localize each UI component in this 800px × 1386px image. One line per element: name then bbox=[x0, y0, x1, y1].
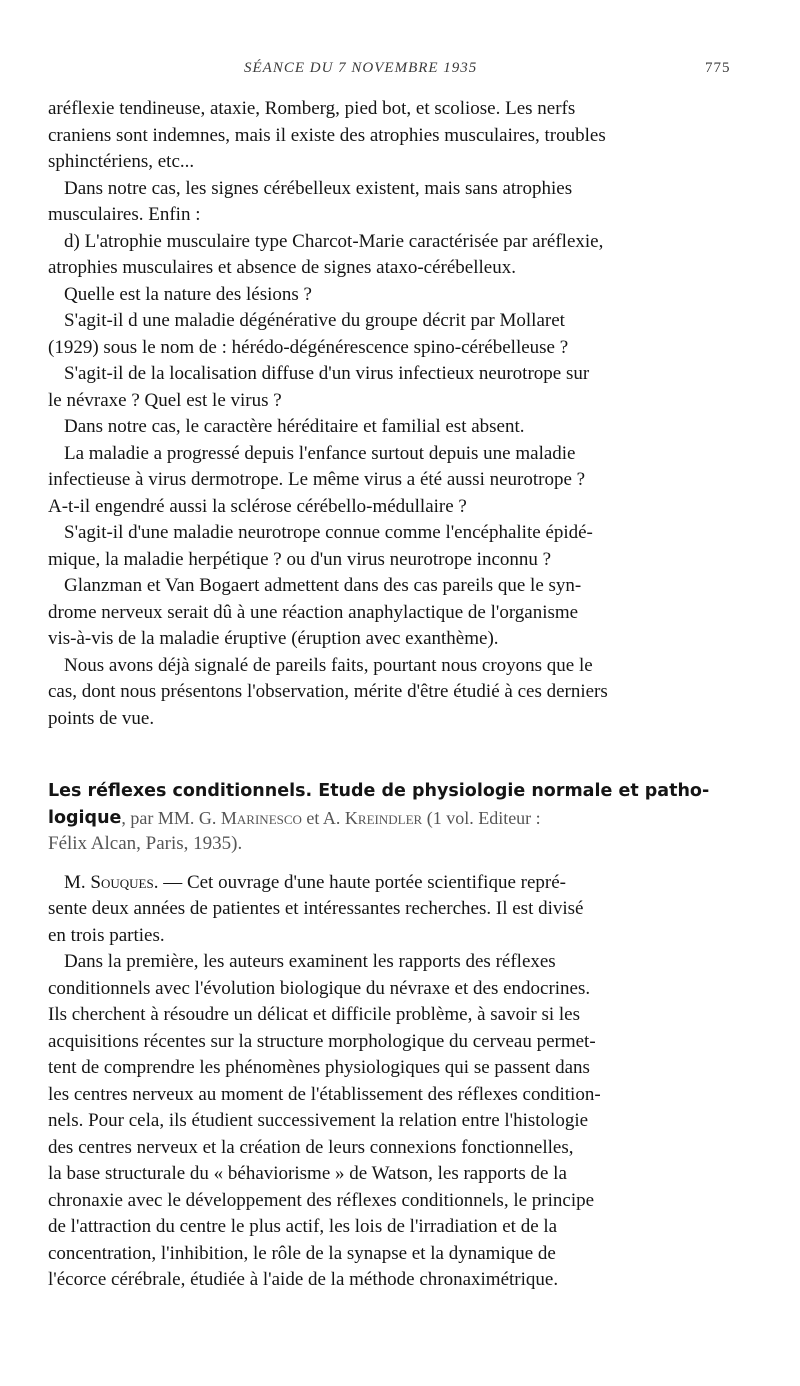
speaker-name: Souques bbox=[90, 871, 154, 893]
text-line: (1929) sous le nom de : hérédo-dégénérescence spino-cérébelleuse ? bbox=[48, 336, 569, 358]
paragraph bbox=[48, 361, 738, 414]
paragraph bbox=[48, 870, 738, 950]
text-line: S'agit-il de la localisation diffuse d'un virus infectieux neurotrope sur bbox=[64, 363, 590, 384]
text-line: Nous avons déjà signalé de pareils faits, pourtant nous croyons que le bbox=[64, 654, 593, 676]
paragraph bbox=[48, 229, 738, 282]
text-line: A-t-il engendré aussi la sclérose cérébello-médullaire ? bbox=[48, 495, 467, 517]
section-title bbox=[48, 778, 738, 858]
paragraph bbox=[48, 414, 738, 441]
text-line: musculaires. Enfin : bbox=[48, 204, 201, 225]
text-span: . — Cet ouvrage d'une haute portée scientifique repré- bbox=[153, 871, 566, 893]
author-name: Marinesco bbox=[220, 807, 302, 828]
text-line: drome nerveux serait dû à une réaction anaphylactique de l'organisme bbox=[48, 601, 579, 623]
text-line: aréflexie tendineuse, ataxie, Romberg, pied bot, et scoliose. Les nerfs bbox=[48, 98, 576, 119]
text-line: Dans notre cas, les signes cérébelleux existent, mais sans atrophies bbox=[64, 177, 573, 199]
text-line: tent de comprendre les phénomènes physiologiques qui se passent dans bbox=[48, 1057, 590, 1078]
title-text: et A. bbox=[301, 807, 345, 828]
text-line: acquisitions récentes sur la structure morphologique du cerveau permet- bbox=[48, 1030, 596, 1052]
section-title-bold: logique bbox=[48, 807, 122, 828]
section-title-line: Félix Alcan, Paris, 1935). bbox=[48, 833, 243, 854]
section-title-text bbox=[121, 805, 540, 832]
title-text: (1 vol. Editeur : bbox=[422, 807, 541, 828]
text-line: vis-à-vis de la maladie éruptive (éruption avec exanthème). bbox=[48, 628, 499, 649]
text-line: La maladie a progressé depuis l'enfance surtout depuis une maladie bbox=[64, 442, 576, 464]
paragraph bbox=[48, 653, 738, 733]
text-line: Dans notre cas, le caractère héréditaire et familial est absent. bbox=[64, 416, 525, 437]
paragraph bbox=[48, 441, 738, 521]
page-header bbox=[0, 60, 800, 84]
body-text bbox=[48, 96, 738, 1294]
text-line: atrophies musculaires et absence de signes ataxo-cérébelleux. bbox=[48, 257, 516, 278]
text-line: craniens sont indemnes, mais il existe des atrophies musculaires, troubles bbox=[48, 124, 606, 146]
paragraph bbox=[48, 96, 738, 176]
text-line: d) L'atrophie musculaire type Charcot-Marie caractérisée par aréflexie, bbox=[64, 230, 604, 252]
text-line: nels. Pour cela, ils étudient successivement la relation entre l'histologie bbox=[48, 1110, 589, 1131]
text-line: des centres nerveux et la création de leurs connexions fonctionnelles, bbox=[48, 1136, 574, 1158]
text-line: concentration, l'inhibition, le rôle de la synapse et la dynamique de bbox=[48, 1242, 556, 1264]
text-line: Ils cherchent à résoudre un délicat et difficile problème, à savoir si les bbox=[48, 1004, 580, 1025]
text-line: la base structurale du « béhaviorisme » de Watson, les rapports de la bbox=[48, 1163, 567, 1184]
paragraph bbox=[48, 573, 738, 653]
section-title-line bbox=[48, 805, 738, 832]
text-line: mique, la maladie herpétique ? ou d'un virus neurotrope inconnu ? bbox=[48, 548, 552, 570]
page-number: 775 bbox=[705, 60, 731, 76]
section-title-line: Les réflexes conditionnels. Etude de physiologie normale et patho- bbox=[48, 781, 710, 801]
running-title: SÉANCE DU 7 NOVEMBRE 1935 bbox=[244, 60, 478, 76]
text-line bbox=[48, 870, 738, 897]
section-spacer bbox=[48, 858, 738, 870]
text-line: sphinctériens, etc... bbox=[48, 151, 195, 172]
text-line: l'écorce cérébrale, étudiée à l'aide de la méthode chronaximétrique. bbox=[48, 1269, 559, 1290]
author-name: Kreindler bbox=[344, 807, 423, 828]
text-line: Dans la première, les auteurs examinent les rapports des réflexes bbox=[64, 951, 556, 972]
title-text: , par MM. G. bbox=[121, 807, 221, 828]
paragraph bbox=[48, 176, 738, 229]
text-line: chronaxie avec le développement des réflexes conditionnels, le principe bbox=[48, 1189, 595, 1211]
paragraph bbox=[48, 949, 738, 1294]
text-line: les centres nerveux au moment de l'établissement des réflexes condition- bbox=[48, 1083, 601, 1105]
paragraph bbox=[48, 308, 738, 361]
text-line: Glanzman et Van Bogaert admettent dans des cas pareils que le syn- bbox=[64, 575, 582, 596]
text-line: le névraxe ? Quel est le virus ? bbox=[48, 389, 282, 411]
paragraph bbox=[48, 282, 738, 309]
text-line: cas, dont nous présentons l'observation, mérite d'être étudié à ces derniers bbox=[48, 681, 608, 702]
text-line: infectieuse à virus dermotrope. Le même virus a été aussi neurotrope ? bbox=[48, 469, 586, 490]
text-line: de l'attraction du centre le plus actif, les lois de l'irradiation et de la bbox=[48, 1216, 558, 1237]
text-line: en trois parties. bbox=[48, 924, 165, 946]
speaker-prefix: M. bbox=[64, 871, 91, 893]
text-line: Quelle est la nature des lésions ? bbox=[64, 283, 312, 305]
text-line: sente deux années de patientes et intéressantes recherches. Il est divisé bbox=[48, 898, 584, 919]
section-spacer bbox=[48, 732, 738, 778]
text-line: S'agit-il d'une maladie neurotrope connue comme l'encéphalite épidé- bbox=[64, 522, 593, 543]
paragraph bbox=[48, 520, 738, 573]
text-line: S'agit-il d une maladie dégénérative du groupe décrit par Mollaret bbox=[64, 310, 565, 331]
text-line: points de vue. bbox=[48, 707, 155, 729]
text-line: conditionnels avec l'évolution biologique du névraxe et des endocrines. bbox=[48, 977, 591, 999]
